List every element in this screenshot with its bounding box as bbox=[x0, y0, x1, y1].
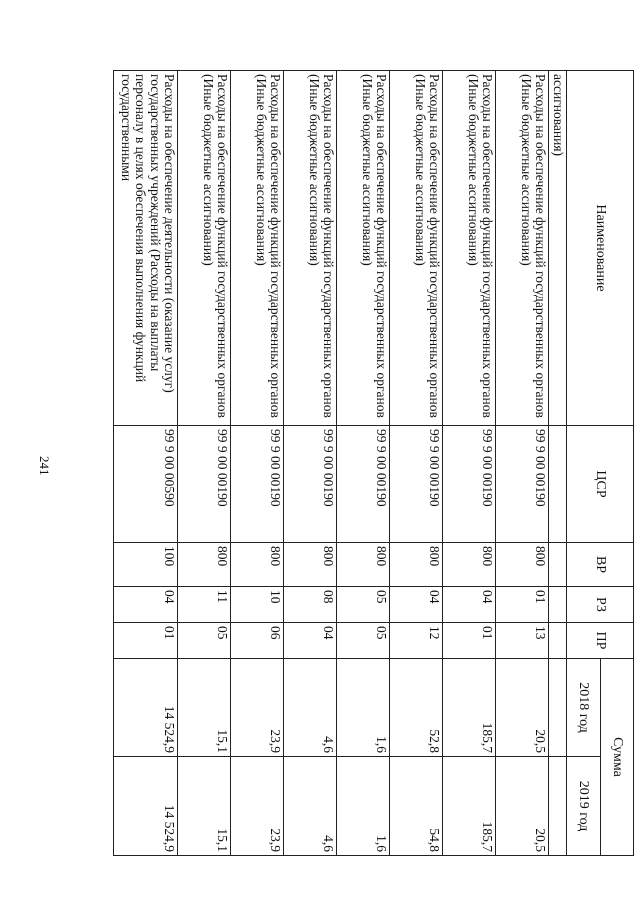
cell-name: Расходы на обеспечение функций государственных органов (Иные бюджетные ассигнования) bbox=[337, 71, 390, 426]
header-2018: 2018 год bbox=[567, 659, 601, 757]
cell-name: Расходы на обеспечение функций государственных органов (Иные бюджетные ассигнования) bbox=[284, 71, 337, 426]
cell-csr: 99 9 00 00190 bbox=[231, 426, 284, 543]
cell-csr: 99 9 00 00190 bbox=[390, 426, 443, 543]
table-row bbox=[443, 71, 496, 856]
cell-csr: 99 9 00 00190 bbox=[178, 426, 231, 543]
table-row bbox=[549, 71, 567, 856]
cell-name: Расходы на обеспечение функций государственных органов (Иные бюджетные ассигнования) bbox=[443, 71, 496, 426]
cell-2018 bbox=[549, 659, 567, 757]
header-sum: Сумма bbox=[601, 659, 634, 856]
cell-2019 bbox=[549, 757, 567, 856]
table-row bbox=[114, 71, 178, 856]
header-rz: РЗ bbox=[567, 587, 634, 623]
cell-pr: 01 bbox=[443, 623, 496, 659]
header-2019: 2019 год bbox=[567, 757, 601, 856]
cell-2018: 20,5 bbox=[496, 659, 549, 757]
cell-name: Расходы на обеспечение функций государственных органов (Иные бюджетные ассигнования) bbox=[390, 71, 443, 426]
cell-rz: 05 bbox=[337, 587, 390, 623]
cell-2019: 20,5 bbox=[496, 757, 549, 856]
header-name: Наименование bbox=[567, 71, 634, 426]
cell-csr: 99 9 00 00190 bbox=[443, 426, 496, 543]
cell-rz: 10 bbox=[231, 587, 284, 623]
cell-2019: 4,6 bbox=[284, 757, 337, 856]
cell-pr: 05 bbox=[178, 623, 231, 659]
cell-pr: 01 bbox=[114, 623, 178, 659]
cell-pr bbox=[549, 623, 567, 659]
cell-rz: 04 bbox=[390, 587, 443, 623]
table-row bbox=[231, 71, 284, 856]
cell-vr: 800 bbox=[231, 543, 284, 587]
cell-vr: 800 bbox=[496, 543, 549, 587]
cell-2018: 185,7 bbox=[443, 659, 496, 757]
cell-2018: 1,6 bbox=[337, 659, 390, 757]
header-csr: ЦСР bbox=[567, 426, 634, 543]
cell-name: Расходы на обеспечение функций государственных органов (Иные бюджетные ассигнования) bbox=[178, 71, 231, 426]
cell-2019: 15,1 bbox=[178, 757, 231, 856]
cell-name: Расходы на обеспечение функций государственных органов (Иные бюджетные ассигнования) bbox=[231, 71, 284, 426]
cell-rz: 04 bbox=[114, 587, 178, 623]
cell-vr bbox=[549, 543, 567, 587]
header-pr: ПР bbox=[567, 623, 634, 659]
cell-2019: 1,6 bbox=[337, 757, 390, 856]
cell-pr: 05 bbox=[337, 623, 390, 659]
table-row bbox=[337, 71, 390, 856]
page-number: 241 bbox=[37, 456, 52, 476]
cell-2019: 23,9 bbox=[231, 757, 284, 856]
cell-rz: 04 bbox=[443, 587, 496, 623]
cell-vr: 800 bbox=[284, 543, 337, 587]
cell-name: ассигнования) bbox=[549, 71, 567, 426]
cell-csr: 99 9 00 00190 bbox=[284, 426, 337, 543]
table-row bbox=[178, 71, 231, 856]
cell-vr: 800 bbox=[443, 543, 496, 587]
cell-csr: 99 9 00 00190 bbox=[496, 426, 549, 543]
cell-csr: 99 9 00 00190 bbox=[337, 426, 390, 543]
cell-2019: 14 524,9 bbox=[114, 757, 178, 856]
cell-pr: 13 bbox=[496, 623, 549, 659]
cell-name: Расходы на обеспечение деятельности (оказание услуг) государственных учреждений (Расходы на выплаты персоналу в целях обеспечения выполнения функций государственными bbox=[114, 71, 178, 426]
cell-csr bbox=[549, 426, 567, 543]
cell-2018: 52,8 bbox=[390, 659, 443, 757]
cell-name: Расходы на обеспечение функций государственных органов (Иные бюджетные ассигнования) bbox=[496, 71, 549, 426]
table-row bbox=[496, 71, 549, 856]
cell-2018: 4,6 bbox=[284, 659, 337, 757]
table-row bbox=[390, 71, 443, 856]
cell-2018: 15,1 bbox=[178, 659, 231, 757]
table-row bbox=[284, 71, 337, 856]
header-vr: ВР bbox=[567, 543, 634, 587]
cell-vr: 800 bbox=[178, 543, 231, 587]
cell-2018: 23,9 bbox=[231, 659, 284, 757]
cell-pr: 04 bbox=[284, 623, 337, 659]
cell-rz bbox=[549, 587, 567, 623]
cell-pr: 12 bbox=[390, 623, 443, 659]
cell-2018: 14 524,9 bbox=[114, 659, 178, 757]
budget-table bbox=[113, 70, 634, 856]
cell-rz: 01 bbox=[496, 587, 549, 623]
cell-2019: 54,8 bbox=[390, 757, 443, 856]
cell-rz: 08 bbox=[284, 587, 337, 623]
cell-vr: 800 bbox=[390, 543, 443, 587]
cell-pr: 06 bbox=[231, 623, 284, 659]
cell-csr: 99 9 00 00590 bbox=[114, 426, 178, 543]
cell-vr: 100 bbox=[114, 543, 178, 587]
cell-vr: 800 bbox=[337, 543, 390, 587]
cell-rz: 11 bbox=[178, 587, 231, 623]
cell-2019: 185,7 bbox=[443, 757, 496, 856]
